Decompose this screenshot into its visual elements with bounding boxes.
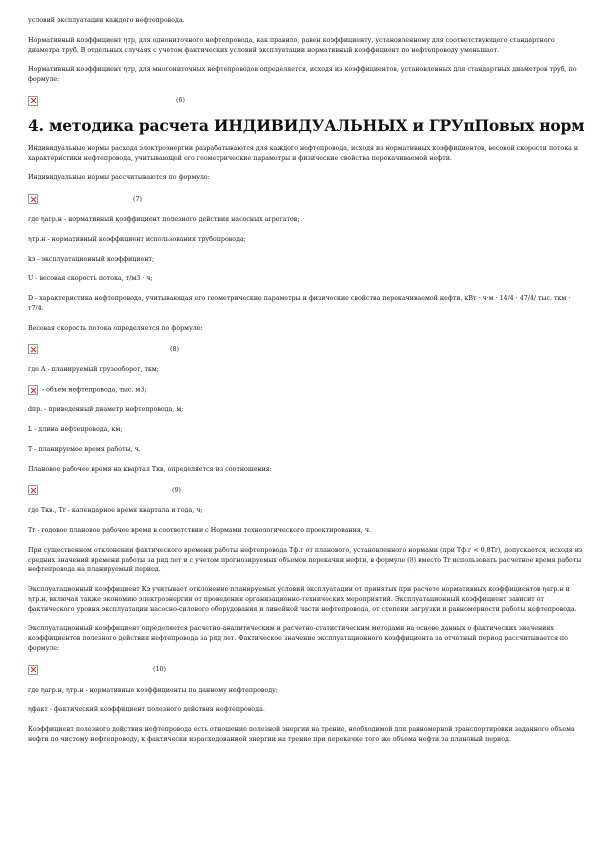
definition: ηфакт - фактический коэффициент полезного действия нефтепровода. xyxy=(28,706,265,714)
definition: где Tкв., Tr - календарное время квартала и года, ч; xyxy=(28,507,203,515)
formula-9 xyxy=(28,484,583,496)
definition xyxy=(28,385,583,395)
definition: D - характеристика нефтепровода, учитывающая его геометрические параметры и физические свойства перекачиваемой нефти, кВт · ч·м · 14/4 · 47/4/ тыс. ткм · т7/4. xyxy=(28,295,571,312)
paragraph: Нормативный коэффициент ηтр, для многониточных нефтепроводов определяется, исходя из коэффициентов, установленных для стандартных диаметров труб, по формуле: xyxy=(28,66,577,83)
definition: U - весовая скорость потока, т/м3 · ч; xyxy=(28,275,153,283)
section-heading: 4. методика расчета ИНДИВИДУАЛЬНЫХ и ГРУпПовых норм xyxy=(28,115,585,135)
definition: ηтр.н - нормативный коэффициент использования трубопровода; xyxy=(28,235,246,243)
paragraph: Коэффициент полезного действия нефтепровода есть отношение полезной энергии на трение, необходимой для равномерной транспортировки заданного объема нефти по чистому нефтепроводу, к фактически израсходованной энергии на трение при перекачке того же объема нефти за плановый период. xyxy=(28,726,575,743)
definition: где A - планируемый грузооборот, ткм; xyxy=(28,366,159,374)
paragraph: Индивидуальные нормы расхода электроэнергии разрабатываются для каждого нефтепровода, исходя из нормативных коэффициентов, весовой скорости потока и характеристики нефтепровода, учитывающей его геометрические параметры и физические свойства перекачиваемой нефти. xyxy=(28,144,579,162)
formula-7 xyxy=(28,193,583,205)
paragraph: Индивидуальные нормы рассчитываются по формуле: xyxy=(28,174,210,182)
broken-image-icon xyxy=(28,96,38,106)
definition: dпр. - приведенный диаметр нефтепровода, м; xyxy=(28,406,184,414)
equation-number: (8) xyxy=(170,345,179,353)
paragraph: условий эксплуатации каждого нефтепровода. xyxy=(28,17,185,24)
formula-6 xyxy=(28,95,583,107)
paragraph: Нормативный коэффициент ηтр, для однониточного нефтепровода, как правило, равен коэффициенту, установленному для соответствующего стандартного диаметра труб. В отдельных случаях с учетом фактических условий эксплуатации нормативный коэффициент по нефтепроводу уменьшает. xyxy=(28,36,555,54)
formula-link[interactable]: 8 xyxy=(409,556,414,564)
formula-10 xyxy=(28,664,583,676)
paragraph-text: ) вместо Tr использовать расчетное время работы нефтепровода на планируемый период. xyxy=(28,556,582,574)
definition: где ηагр.н, ηтр.н - нормативные коэффициенты по данному нефтепроводу; xyxy=(28,686,278,694)
definition: T - планируемое время работы, ч. xyxy=(28,445,141,453)
paragraph: Весовая скорость потока определяется по формуле: xyxy=(28,324,203,332)
equation-number: (9) xyxy=(172,486,181,494)
broken-image-icon xyxy=(28,344,38,354)
paragraph-text: При существенном отклонении фактического времени работы нефтепровода Tф.г от планового, установленного нормами (при Tф.г < 0,8Tr), допускается, исходя из средних значений времени работы за ряд лет и с учетом прогнозируемых объемов перекачки нефти, в формуле ( xyxy=(28,546,583,564)
paragraph xyxy=(28,546,583,575)
paragraph: Эксплуатационный коэффициент Кэ учитывает отклонение планируемых условий эксплуатации от принятых при расчете нормативных коэффициентов ηагр.н и ηтр.н, включая также экономию электроэнергии от проведения организационно-технических мероприятий. Эксплуатационный коэффициент зависит от фактического уровня эксплуатации насосно-силового оборудования и линейной части нефтепровода, от степени загрузки и равномерности работы нефтепровода. xyxy=(28,586,577,613)
equation-number: (6) xyxy=(176,97,185,105)
equation-number: (7) xyxy=(133,195,142,203)
formula-8 xyxy=(28,343,583,355)
equation-number: (10) xyxy=(153,666,166,674)
broken-image-icon xyxy=(28,385,38,395)
definition: Tr - годовое плановое рабочее время в соответствии с Нормами технологического проектирования, ч. xyxy=(28,527,372,535)
definition: L - длина нефтепровода, км; xyxy=(28,426,123,434)
definition: где ηагр.н - нормативный коэффициент полезного действия насосных агрегатов; xyxy=(28,216,300,224)
definition: kэ - эксплуатационный коэффициент; xyxy=(28,255,155,263)
broken-image-icon xyxy=(28,485,38,495)
broken-image-icon xyxy=(28,665,38,675)
paragraph: Плановое рабочее время на квартал Tкв, определяется из соотношения: xyxy=(28,465,272,473)
broken-image-icon xyxy=(28,194,38,204)
definition-text: - объем нефтепровода, тыс. м3; xyxy=(40,386,147,394)
paragraph: Эксплуатационный коэффициент определяется расчетно-аналитическим и расчетно-статистическим методами на основе данных о фактических значениях коэффициентов полезного действия нефтепровода за ряд лет. Фактическое значение эксплуатационного коэффициента за отчетный период рассчитывается по формуле: xyxy=(28,625,568,652)
